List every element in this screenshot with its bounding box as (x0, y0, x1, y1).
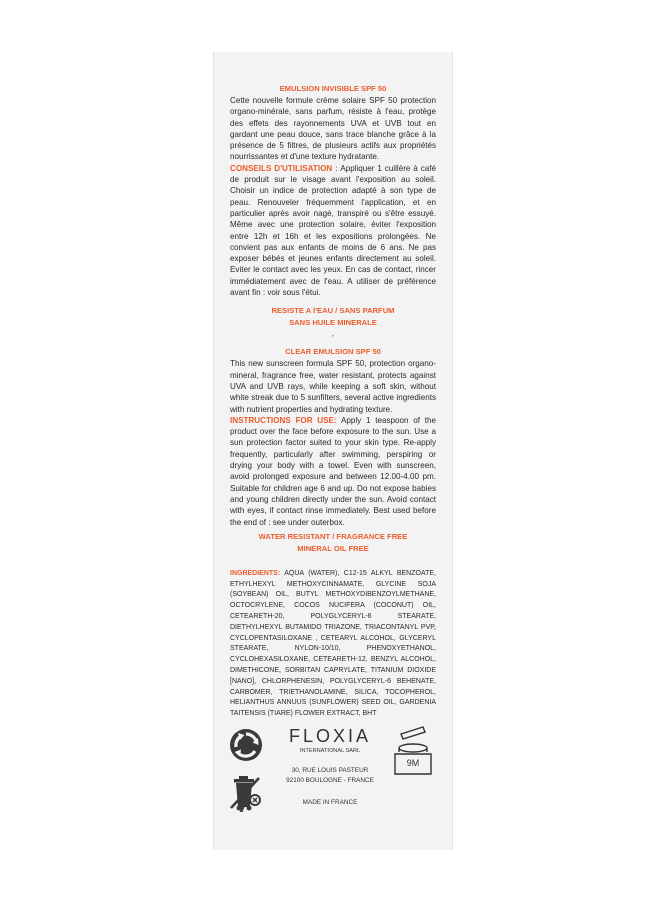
manufacturer-address (275, 766, 385, 785)
fr-badges (230, 305, 436, 329)
fr-advice (230, 163, 436, 299)
ingredients-label: INGREDIENTS: (230, 569, 281, 577)
fr-description: Cette nouvelle formule crème solaire SPF 50 protection organo-minérale, sans parfum, résiste à l'eau, protège des effets des rayonnements UVA et UVB tout en gardant une peau douce, sans trace blanche grâce à la présence de 5 filtres, de plusieurs actifs aux propriétés nourrissantes et d'une texture hydratante. (230, 96, 436, 162)
ingredients-text: AQUA (WATER), C12-15 ALKYL BENZOATE, ETHYLHEXYL METHOXYCINNAMATE, GLYCINE SOJA (SOYBEAN) OIL, BUTYL METHOXYDIBENZOYLMETHANE, OCTOCRYLENE, COCOS NUCIFERA (COCONUT) OIL, CETEARETH-20, POLYGLYCERYL-6 STEARATE, DIETHYLHEXYL BUTAMIDO TRIAZONE, TRIACONTANYL PVP, CYCLOPENTASILOXANE , CETEARYL ALCOHOL, GLYCERYL STEARATE, NYLON-10/10, PHENOXYETHANOL, CYCLOHEXASILOXANE, CETEARETH-12, BENZYL ALCOHOL, DIMETHICONE, SORBITAN CAPRYLATE, TITANIUM DIOXIDE [NANO], CHLORPHENESIN, POLYGLYCERYL-6 BEHENATE, CARBOMER, TRIETHANOLAMINE, SILICA, TOCOPHEROL, HELIANTHUS ANNUUS (SUNFLOWER) SEED OIL, GARDENIA TAITENSIS (TIARE) FLOWER EXTRACT, BHT (230, 569, 436, 718)
section-separator: · (331, 331, 335, 342)
brand-block (275, 726, 385, 754)
label-text-block (230, 83, 436, 720)
en-badge-1: WATER RESISTANT / FRAGRANCE FREE (258, 531, 408, 541)
en-instructions-text: Apply 1 teaspoon of the product over the face before exposure to the sun. Use a sun protection factor suited to your skin type. Re-apply frequently, particularly after swimming, perspiring or drying your body with a towel. Even with sunscreen, avoid prolonged exposure and between 12.00-4.00 pm. Suitable for children age 6 and up. Do not expose babies and young children directly under the sun. Avoid contact with eyes, if contact rinse immediately. Best used before the end of : see under outerbox. (230, 415, 437, 527)
fr-title: EMULSION INVISIBLE SPF 50 (279, 84, 387, 93)
fr-badge-1: RESISTE A l'EAU / SANS PARFUM (271, 306, 395, 316)
brand-subtitle: INTERNATIONAL SARL (299, 748, 361, 754)
en-badge-2: MINERAL OIL FREE (297, 543, 369, 553)
open-jar-pao-icon (391, 724, 435, 778)
fr-badge-2: SANS HUILE MINERALE (289, 318, 377, 328)
en-instructions-label: INSTRUCTIONS FOR USE: (230, 415, 337, 425)
label-footer (213, 722, 451, 822)
made-in-label: MADE IN FRANCE (302, 799, 358, 806)
trash-bin-icon (229, 774, 263, 812)
fr-advice-label: CONSEILS D'UTILISATION : (230, 163, 338, 173)
en-description: This new sunscreen formula SPF 50, protection organo-mineral, fragrance free, water resistant, protects against UVA and UVB rays, while keeping a soft skin, without white streak due to 5 sunfilters, several active ingredients with nutrient properties and hydrating texture. (230, 359, 436, 414)
en-badges (230, 531, 436, 555)
address-line-1: 30, RUE LOUIS PASTEUR (291, 767, 369, 774)
en-title: CLEAR EMULSION SPF 50 (285, 347, 381, 357)
ingredients-list (230, 569, 436, 720)
brand-name: FLOXIA (288, 726, 372, 746)
fr-advice-text: Appliquer 1 cuillère à café de produit sur le visage avant l'exposition au soleil. Choisir un indice de protection adapté à son type de peau. Renouveler fréquemment l'application, et en particulier après avoir nagé, transpiré ou s'être essuyé. Même avec une protection solaire, éviter l'exposition entre 12h et 16h et les expositions prolongées. Ne convient pas aux enfants de moins de 6 ans. Ne pas exposer bébés et jeunes enfants directement au soleil. Eviter le contact avec les yeux. En cas de contact, rincer immédiatement avec de l'eau. A utiliser de préférence avant fin : voir sous l'étui. (230, 163, 437, 298)
address-line-2: 92100 BOULOGNE - FRANCE (286, 776, 374, 784)
recycle-icon (229, 728, 263, 762)
en-instructions (230, 415, 436, 528)
pao-period-label: 9M (406, 758, 420, 768)
